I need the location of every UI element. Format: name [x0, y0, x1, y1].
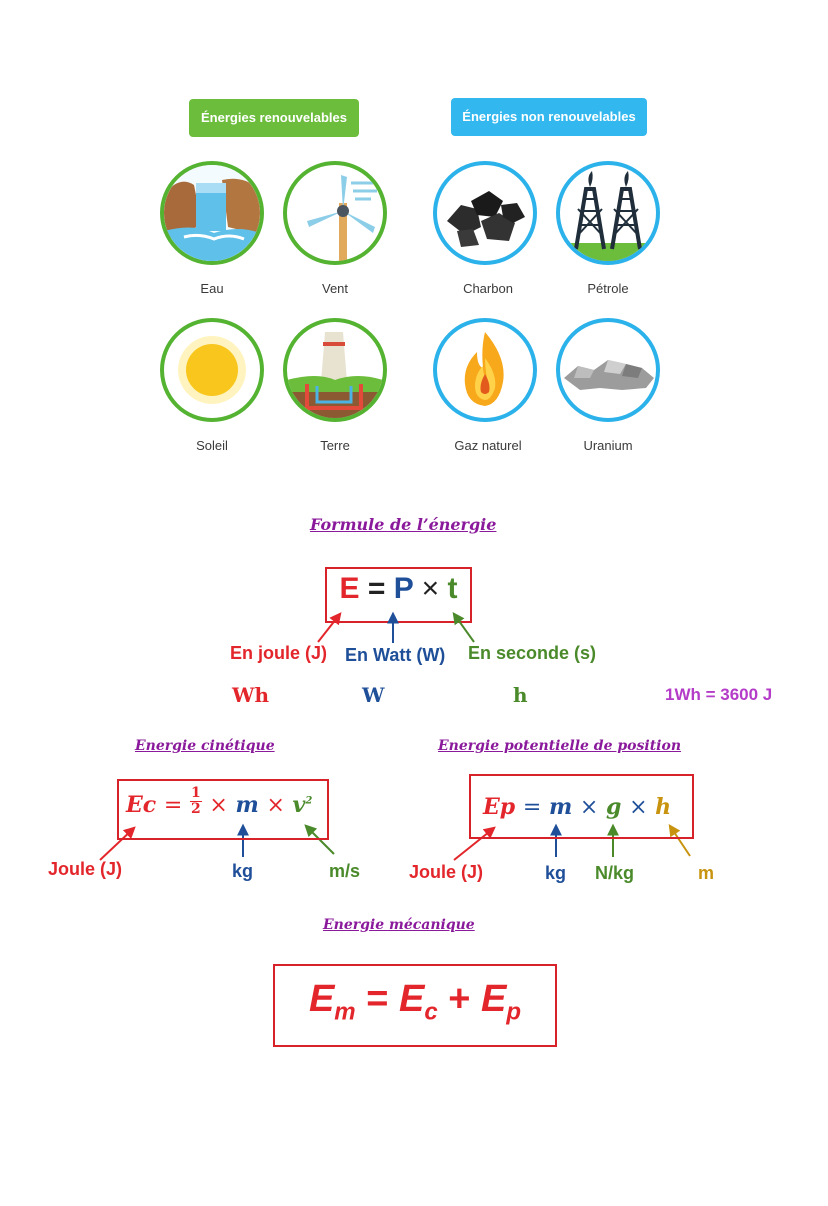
potential-heading: Energie potentielle de position [438, 738, 682, 754]
ep-kg-label: kg [545, 863, 567, 883]
fraction-numerator: 1 [190, 784, 201, 801]
symbol-E: E [339, 572, 360, 605]
ec-exp: 2 [305, 795, 313, 807]
mechanical-formula [273, 978, 557, 1027]
label-charbon: Charbon [463, 281, 513, 296]
label-gaz: Gaz naturel [454, 438, 522, 453]
ec-times-2: × [266, 793, 285, 818]
label-soleil: Soleil [196, 438, 228, 453]
fraction-denominator: 2 [190, 800, 201, 817]
label-terre: Terre [320, 438, 350, 453]
wh-unit: Wh [232, 683, 270, 707]
ep-m-label: m [698, 863, 715, 883]
label-uranium: Uranium [583, 438, 633, 453]
em-Ec: E [398, 978, 425, 1020]
joule-label: En joule (J) [230, 643, 328, 663]
w-unit: W [362, 683, 385, 707]
label-vent: Vent [321, 281, 349, 296]
symbol-t: t [447, 572, 458, 605]
ep-eq: = [522, 795, 542, 820]
label-petrole: Pétrole [587, 281, 629, 296]
label-eau: Eau [200, 281, 224, 296]
renewable-badge: Énergies renouvelables [189, 99, 359, 137]
ec-m: m [235, 792, 259, 818]
em-sub-m: m [334, 998, 356, 1026]
potential-formula [483, 794, 671, 820]
em-plus: + [448, 978, 471, 1020]
em-sub-c: c [424, 998, 438, 1026]
em-eq: = [366, 978, 389, 1020]
kinetic-formula [126, 784, 313, 832]
conversion-note: 1Wh = 3600 J [665, 685, 773, 704]
symbol-P: P [393, 572, 414, 605]
ep-times-1: × [579, 795, 599, 820]
nonrenewable-badge: Énergies non renouvelables [451, 98, 647, 136]
ep-m: m [548, 794, 573, 820]
ep-g: g [606, 794, 622, 820]
h-unit: h [513, 683, 528, 707]
em-E: E [308, 978, 335, 1020]
symbol-eq: = [367, 572, 386, 605]
ec-kg-label: kg [232, 861, 254, 881]
ep-times-2: × [629, 795, 648, 820]
ep-h: h [655, 794, 672, 820]
ep-joule-label: Joule (J) [409, 862, 484, 882]
mechanical-heading: Energie mécanique [323, 917, 475, 933]
ec-times-1: × [209, 793, 228, 818]
watt-label: En Watt (W) [345, 645, 446, 665]
ep-symbol: Ep [483, 794, 516, 820]
energy-formula-heading: Formule de l’énergie [310, 515, 497, 534]
second-label: En seconde (s) [468, 643, 597, 663]
ec-symbol: Ec [126, 792, 157, 818]
ec-joule-label: Joule (J) [48, 859, 123, 879]
ec-v: v [292, 792, 306, 818]
em-sub-p: p [506, 998, 522, 1026]
ep-nkg-label: N/kg [595, 863, 635, 883]
ec-ms-label: m/s [329, 861, 361, 881]
symbol-times: × [421, 572, 440, 605]
ec-eq: = [163, 793, 183, 818]
kinetic-heading: Energie cinétique [135, 738, 275, 754]
half-fraction [190, 786, 202, 817]
em-Ep: E [481, 978, 507, 1020]
